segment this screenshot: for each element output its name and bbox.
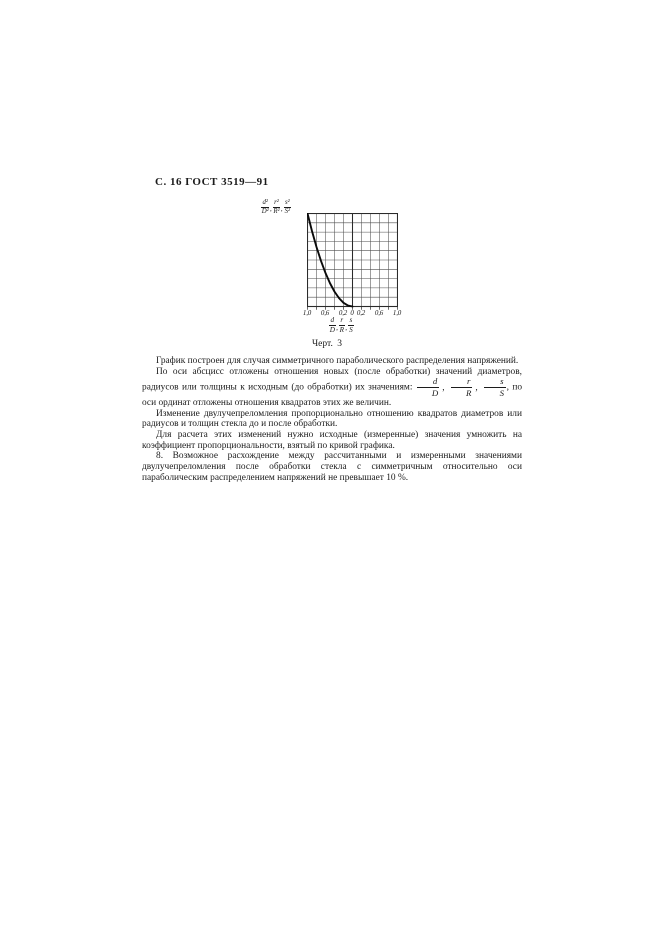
x-tick-label: 0,2 xyxy=(338,309,348,317)
inline-fraction-r: $\frac{r}{R}$ xyxy=(451,377,472,397)
paragraph-5: 8. Возможное расхождение между рассчитанными и измеренными значениями двулучепреломления после обработки стекла с симметричным относительно оси параболическим распределением напряжений не превышает 10 %. xyxy=(142,451,522,483)
x-axis-label xyxy=(329,317,354,334)
fraction-separator: , xyxy=(345,324,347,333)
x-axis-fraction-d: $\frac{d}{D}$ xyxy=(329,316,335,334)
inline-fraction-s: $\frac{s}{S}$ xyxy=(484,377,505,397)
y-axis-fraction-r2: $\frac{\text{r²}}{\text{R²}}$ xyxy=(273,199,280,216)
paragraph-4: Для расчета этих изменений нужно исходные (измеренные) значения умножить на коэффициент пропорциональности, взятый по кривой графика. xyxy=(142,429,522,451)
x-axis-fraction-r: $\frac{r}{R}$ xyxy=(339,316,344,334)
paragraph-3: Изменение двулучепреломления пропорционально отношению квадратов диаметров или радиусов и толщин стекла до и после обработки. xyxy=(142,408,522,430)
x-tick-label: 0,2 xyxy=(356,309,366,317)
page-header: С. 16 ГОСТ 3519—91 xyxy=(155,176,269,188)
inline-fraction-d: $\frac{d}{D}$ xyxy=(417,377,439,397)
body-text xyxy=(142,356,522,484)
x-tick-label: 1,0 xyxy=(392,309,402,317)
chart-plot-area xyxy=(307,213,398,311)
paragraph-1: График построен для случая симметричного параболического распределения напряжений. xyxy=(156,356,519,366)
fraction-separator: , xyxy=(269,206,272,214)
x-tick-label: 1,0 xyxy=(302,309,312,317)
x-tick-label: 0,6 xyxy=(374,309,384,317)
x-tick-label: 0 xyxy=(350,309,354,317)
fraction-separator: , xyxy=(475,382,478,393)
paragraph-2-after: , по оси ординат отложены отношения квадратов этих же величин. xyxy=(142,382,523,408)
fraction-separator: , xyxy=(280,206,283,214)
x-tick-label: 0,6 xyxy=(320,309,330,317)
paragraph-2 xyxy=(142,367,522,409)
paragraph-2-before: По оси абсцисс отложены отношения новых (после обработки) значений диаметров, радиусов или толщины к исходным (до обработки) их значениям: xyxy=(142,366,522,393)
y-axis-fraction-d2: $\frac{\text{d²}}{\text{D²}}$ xyxy=(261,199,269,216)
fraction-separator: , xyxy=(336,324,338,333)
fraction-separator: , xyxy=(442,382,445,393)
y-axis-fraction-s2: $\frac{\text{s²}}{\text{S²}}$ xyxy=(284,199,291,216)
figure-caption: Черт. 3 xyxy=(312,339,342,349)
y-axis-label xyxy=(261,199,291,215)
x-axis-fraction-s: $\frac{s}{S}$ xyxy=(349,316,353,334)
